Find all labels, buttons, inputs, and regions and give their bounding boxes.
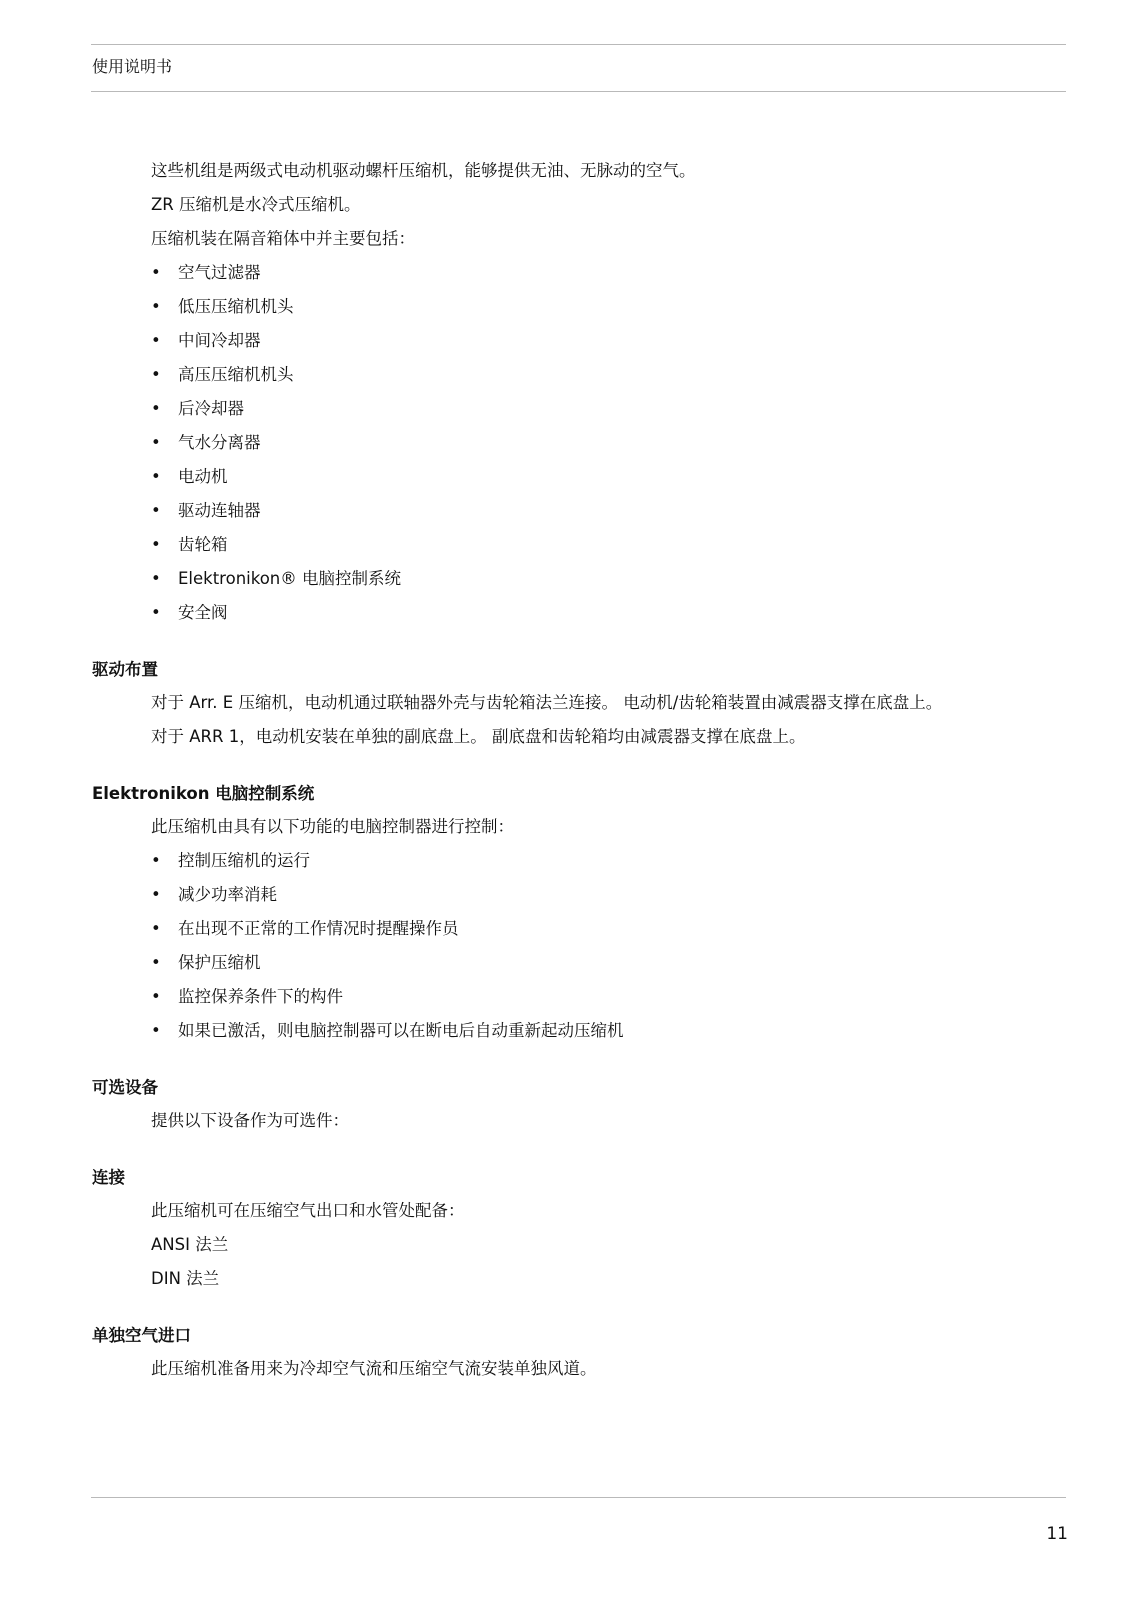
page-number: 11: [1046, 1524, 1068, 1544]
connection-ansi: ANSI 法兰: [151, 1235, 229, 1254]
bullet-icon: •: [151, 851, 161, 870]
list-item-text: 保护压缩机: [178, 953, 261, 972]
section-heading-connection: 连接: [92, 1168, 125, 1187]
section-heading-drive: 驱动布置: [92, 660, 158, 679]
list-item-text: 中间冷却器: [178, 331, 261, 350]
list-item-text: 安全阀: [178, 603, 228, 622]
section-heading-elektronikon: Elektronikon 电脑控制系统: [92, 784, 315, 803]
bullet-icon: •: [151, 467, 161, 486]
bullet-icon: •: [151, 987, 161, 1006]
bullet-icon: •: [151, 1021, 161, 1040]
list-item-text: 在出现不正常的工作情况时提醒操作员: [178, 919, 459, 938]
list-item-text: 监控保养条件下的构件: [178, 987, 343, 1006]
bullet-icon: •: [151, 569, 161, 588]
bullet-icon: •: [151, 263, 161, 282]
bullet-icon: •: [151, 399, 161, 418]
bullet-icon: •: [151, 297, 161, 316]
list-item-text: 驱动连轴器: [178, 501, 261, 520]
list-item-text: 高压压缩机机头: [178, 365, 294, 384]
bullet-icon: •: [151, 953, 161, 972]
list-item-text: 空气过滤器: [178, 263, 261, 282]
list-item-text: 气水分离器: [178, 433, 261, 452]
intro-line-1: 这些机组是两级式电动机驱动螺杆压缩机，能够提供无油、无脉动的空气。: [151, 161, 696, 180]
drive-line-1: 对于 Arr. E 压缩机，电动机通过联轴器外壳与齿轮箱法兰连接。 电动机/齿轮箱装置由减震器支撑在底盘上。: [151, 693, 943, 712]
list-item-text: 控制压缩机的运行: [178, 851, 310, 870]
air-inlet-text: 此压缩机准备用来为冷却空气流和压缩空气流安装单独风道。: [151, 1359, 597, 1378]
section-heading-air-inlet: 单独空气进口: [92, 1326, 191, 1345]
list-item-text: Elektronikon® 电脑控制系统: [178, 569, 402, 588]
connection-intro: 此压缩机可在压缩空气出口和水管处配备：: [151, 1201, 465, 1220]
intro-line-2: ZR 压缩机是水冷式压缩机。: [151, 195, 361, 214]
bullet-icon: •: [151, 535, 161, 554]
bullet-icon: •: [151, 919, 161, 938]
bullet-icon: •: [151, 433, 161, 452]
drive-line-2: 对于 ARR 1，电动机安装在单独的副底盘上。 副底盘和齿轮箱均由减震器支撑在底盘上。: [151, 727, 806, 746]
list-item-text: 齿轮箱: [178, 535, 228, 554]
list-item-text: 低压压缩机机头: [178, 297, 294, 316]
bullet-icon: •: [151, 365, 161, 384]
header-bottom-rule: [91, 91, 1066, 92]
footer-rule: [91, 1497, 1066, 1498]
connection-din: DIN 法兰: [151, 1269, 220, 1288]
bullet-icon: •: [151, 501, 161, 520]
bullet-icon: •: [151, 885, 161, 904]
bullet-icon: •: [151, 331, 161, 350]
list-item-text: 减少功率消耗: [178, 885, 277, 904]
header-title: 使用说明书: [92, 57, 173, 76]
intro-line-3: 压缩机装在隔音箱体中并主要包括：: [151, 229, 415, 248]
header-top-rule: [91, 44, 1066, 45]
list-item-text: 后冷却器: [178, 399, 244, 418]
list-item-text: 如果已激活，则电脑控制器可以在断电后自动重新起动压缩机: [178, 1021, 624, 1040]
elektronikon-intro: 此压缩机由具有以下功能的电脑控制器进行控制：: [151, 817, 514, 836]
list-item-text: 电动机: [178, 467, 228, 486]
bullet-icon: •: [151, 603, 161, 622]
section-heading-optional: 可选设备: [92, 1078, 158, 1097]
optional-intro: 提供以下设备作为可选件：: [151, 1111, 349, 1130]
